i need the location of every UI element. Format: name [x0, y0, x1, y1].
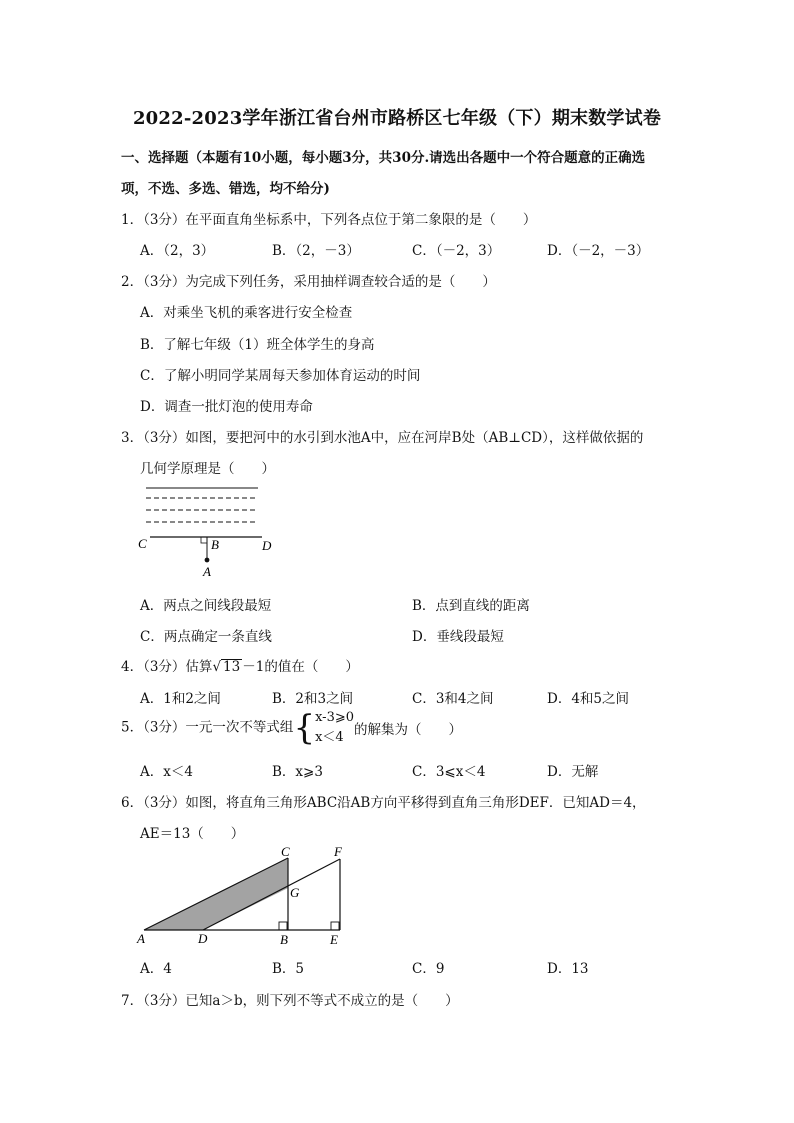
inequality-2: x＜4	[315, 730, 344, 745]
q4-option-c: C．3和4之间	[412, 691, 494, 707]
q5-option-d: D．无解	[547, 764, 599, 780]
q6-option-a: A．4	[140, 961, 172, 977]
q6-option-b: B．5	[272, 961, 305, 977]
q1-option-d: D．（－2，－3）	[547, 243, 650, 259]
section-heading-line2: 项，不选、多选、错选，均不给分)	[121, 181, 330, 197]
q2-option-d: D．调查一批灯泡的使用寿命	[140, 399, 313, 415]
inequality-1: x-3⩾0	[315, 710, 355, 725]
q4-option-b: B．2和3之间	[272, 691, 354, 707]
right-angle-e	[331, 922, 339, 930]
question-6-stem-line2: AE＝13（ ）	[140, 826, 245, 842]
q3-option-b: B．点到直线的距离	[412, 598, 530, 614]
q6-option-c: C．9	[412, 961, 445, 977]
q3-option-c: C．两点确定一条直线	[140, 629, 272, 645]
label-c: C	[138, 536, 147, 551]
label-a: A	[203, 564, 211, 579]
label-f: F	[334, 844, 342, 859]
right-angle-mark	[201, 537, 207, 543]
q5-stem-suffix: 的解集为（ ）	[354, 722, 463, 738]
system-brace: {	[293, 708, 316, 748]
q6-option-d: D．13	[547, 961, 589, 977]
question-4-stem	[121, 655, 359, 675]
q5-option-c: C．3⩽x＜4	[412, 764, 486, 780]
page-title: 2022-2023学年浙江省台州市路桥区七年级（下）期末数学试卷	[132, 108, 662, 129]
inequality-system	[315, 708, 354, 748]
question-6-stem-line1: 6．（3分）如图，将直角三角形ABC沿AB方向平移得到直角三角形DEF．已知AD＝4，	[121, 795, 646, 811]
question-5-stem	[121, 708, 462, 748]
point-a	[205, 558, 210, 563]
q4-option-a: A．1和2之间	[140, 691, 221, 707]
q5-option-a: A．x＜4	[140, 764, 193, 780]
triangle-translation-diagram	[134, 844, 354, 950]
label-b: B	[211, 537, 219, 552]
question-7-stem: 7．（3分）已知a＞b，则下列不等式不成立的是（ ）	[121, 993, 459, 1009]
label-g: G	[290, 885, 300, 900]
section-heading-line1: 一、选择题（本题有10小题，每小题3分，共30分.请选出各题中一个符合题意的正确选	[121, 150, 646, 166]
q4-option-d: D．4和5之间	[547, 691, 630, 707]
question-2-stem: 2．（3分）为完成下列任务，采用抽样调查较合适的是（ ）	[121, 274, 496, 290]
sqrt-sign: √	[212, 659, 222, 675]
q2-option-b: B．了解七年级（1）班全体学生的身高	[140, 337, 375, 353]
right-angle-b	[279, 922, 287, 930]
q4-radicand: 13	[223, 659, 241, 675]
label-d: D	[198, 931, 208, 946]
q4-stem-suffix: －1的值在（ ）	[242, 659, 359, 675]
q3-option-a: A．两点之间线段最短	[140, 598, 272, 614]
q4-stem-prefix: 4．（3分）估算	[121, 659, 213, 675]
label-a: A	[137, 931, 145, 946]
q5-option-b: B．x⩾3	[272, 764, 323, 780]
q1-option-b: B．（2，－3）	[272, 243, 360, 259]
river-diagram	[136, 482, 286, 582]
q2-option-a: A．对乘坐飞机的乘客进行安全检查	[140, 305, 353, 321]
question-3-stem-line2: 几何学原理是（ ）	[140, 461, 275, 477]
q3-option-d: D．垂线段最短	[412, 629, 504, 645]
q5-stem-prefix: 5．（3分）一元一次不等式组	[121, 719, 294, 736]
label-c: C	[281, 844, 290, 859]
q1-option-a: A．（2，3）	[140, 243, 215, 259]
question-3-stem-line1: 3．（3分）如图，要把河中的水引到水池A中，应在河岸B处（AB⊥CD），这样做依据的	[121, 430, 644, 446]
q1-option-c: C．（－2，3）	[412, 243, 501, 259]
label-b: B	[280, 932, 288, 947]
label-d: D	[262, 538, 272, 553]
q2-option-c: C．了解小明同学某周每天参加体育运动的时间	[140, 368, 421, 384]
label-e: E	[330, 932, 338, 947]
question-1-stem: 1．（3分）在平面直角坐标系中，下列各点位于第二象限的是（ ）	[121, 212, 537, 228]
